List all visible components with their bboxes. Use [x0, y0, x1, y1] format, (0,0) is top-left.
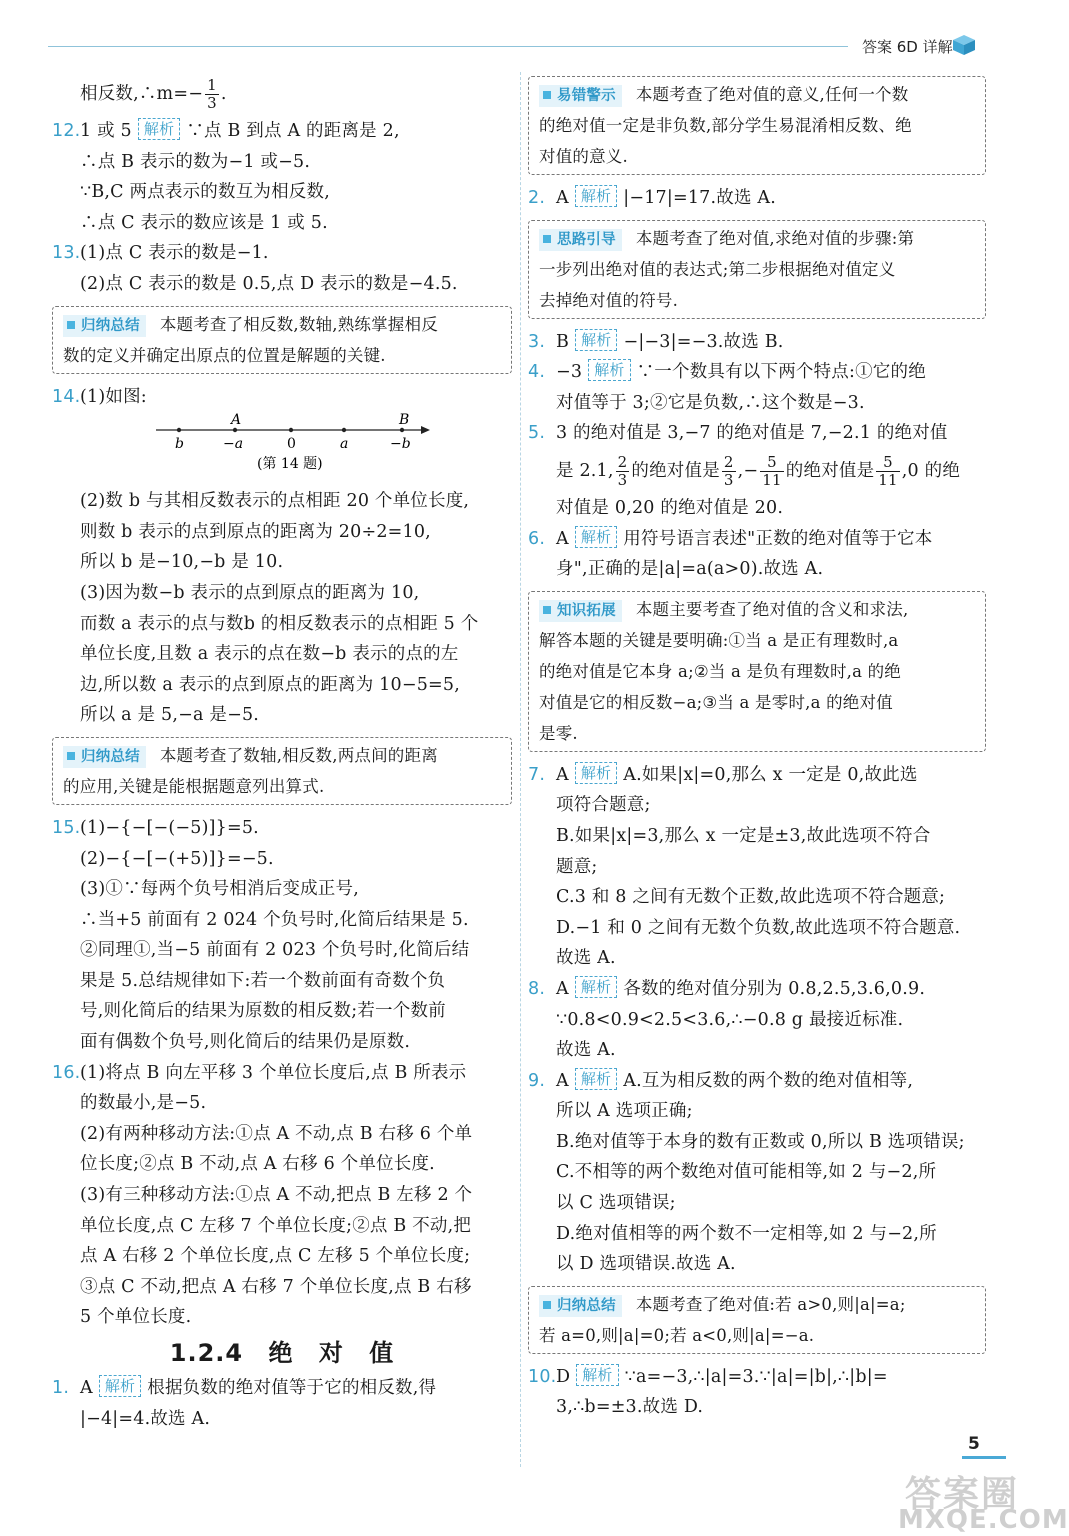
tick-label: b: [175, 436, 184, 453]
analysis-tag: 解析: [576, 1364, 618, 1386]
text: (1)如图:: [80, 386, 147, 407]
summary-box: [52, 737, 512, 805]
analysis-tag: 解析: [575, 762, 617, 784]
text: 本题考查了绝对值:若 a>0,则|a|=a;: [635, 1294, 906, 1314]
analysis-tag: 解析: [99, 1375, 141, 1397]
analysis-tag: 解析: [575, 185, 617, 207]
text: ,0 的绝: [901, 460, 961, 481]
question-number: 4.: [528, 362, 546, 383]
box-tag-label: 易错警示: [557, 88, 616, 104]
box-line: 对值的意义.: [539, 147, 628, 166]
question-10: [528, 1362, 986, 1393]
answer: B: [556, 331, 570, 352]
text: 本题考查了绝对值的意义,任何一个数: [635, 85, 909, 104]
watermark-url: MXQE.COM: [898, 1505, 1069, 1535]
text: 本题主要考查了绝对值的含义和求法,: [635, 599, 909, 619]
box-line: 去掉绝对值的符号.: [539, 290, 679, 310]
bullet-icon: [543, 606, 551, 614]
answer-line: ③点 C 不动,把点 A 右移 7 个单位长度,点 B 右移: [80, 1276, 472, 1297]
question-number: 7.: [528, 764, 546, 785]
question-number: 3.: [528, 331, 546, 352]
answer: A: [556, 978, 569, 999]
box-line: 解答本题的关键是要明确:①当 a 是正有理数时,a: [539, 630, 899, 650]
text: 的绝对值是: [785, 460, 875, 481]
answer-line: (3)因为数−b 表示的点到原点的距离为 10,: [80, 582, 420, 603]
answer-line: 所以 b 是−10,−b 是 10.: [80, 552, 284, 573]
answer-line: 身",正确的是|a|=a(a>0).故选 A.: [556, 559, 824, 580]
answer-line: B.绝对值等于本身的数有正数或 0,所以 B 选项错误;: [556, 1131, 965, 1152]
denominator: 3: [207, 94, 217, 112]
text: 的绝对值是: [631, 460, 720, 481]
denominator: 11: [762, 470, 782, 489]
numerator: 5: [760, 454, 784, 472]
section-number: 1.2.4: [169, 1339, 244, 1367]
summary-box: [52, 306, 512, 374]
box-line: 的绝对值是它本身 a;②当 a 是负有理数时,a 的绝: [539, 661, 901, 681]
section-title: [52, 1333, 512, 1373]
answer-line: ∵0.8<0.9<2.5<3.6,∴−0.8 g 最接近标准.: [556, 1009, 904, 1030]
answer-line: ∴点 B 表示的数为−1 或−5.: [80, 151, 311, 172]
tick-label: a: [340, 436, 349, 453]
analysis-tag: 解析: [575, 526, 617, 548]
answer-line: (3)①∵每两个负号相消后变成正号,: [80, 879, 359, 900]
question-2: [528, 183, 986, 214]
text: .: [220, 84, 227, 104]
box-tag-label: 归纳总结: [81, 317, 140, 334]
tick-label: −a: [223, 436, 244, 453]
text: (1)点 C 表示的数是−1.: [80, 243, 269, 264]
box-tag-label: 归纳总结: [81, 748, 140, 765]
question-number: 16.: [52, 1062, 81, 1083]
answer-line: ②同理①,当−5 前面有 2 023 个负号时,化简后结: [80, 940, 470, 961]
question-number: 2.: [528, 188, 546, 208]
answer-line: 单位长度,点 C 左移 7 个单位长度;②点 B 不动,把: [80, 1215, 472, 1236]
numerator: 1: [207, 76, 217, 94]
question-number: 14.: [52, 386, 81, 407]
answer-line: (2)有两种移动方法:①点 A 不动,点 B 右移 6 个单: [80, 1123, 473, 1144]
answer-line: ∵B,C 两点表示的数互为相反数,: [80, 182, 330, 203]
box-line: 数的定义并确定出原点的位置是解题的关键.: [63, 345, 386, 365]
answer: −3: [556, 362, 583, 383]
answer-line: ∴当+5 前面有 2 024 个负号时,化简后结果是 5.: [80, 909, 469, 930]
analysis-tag: 解析: [588, 359, 630, 381]
bullet-icon: [67, 321, 75, 329]
box-line: 是零.: [539, 723, 578, 743]
fraction: [760, 454, 784, 489]
answer-line: 以 C 选项错误;: [556, 1193, 676, 1214]
answer-line: 项符合题意;: [556, 795, 651, 816]
answer-line: C.3 和 8 之间有无数个正数,故此选项不符合题意;: [556, 887, 946, 908]
denominator: 3: [723, 470, 734, 489]
answer-line: 号,则化简后的结果为原数的相反数;若一个数前: [80, 1001, 446, 1022]
question-number: 5.: [528, 423, 546, 444]
figure-caption: (第 14 题): [257, 456, 323, 473]
text: 3 的绝对值是 3,−7 的绝对值是 7,−2.1 的绝对值: [556, 423, 948, 444]
analysis-tag: 解析: [138, 118, 180, 140]
warning-box: [528, 76, 986, 175]
answer-line: (3)有三种移动方法:①点 A 不动,把点 B 左移 2 个: [80, 1185, 473, 1206]
box-tag-label: 思路引导: [557, 231, 616, 248]
right-column: [528, 72, 986, 1423]
text: (1)将点 B 向左平移 3 个单位长度后,点 B 所表示: [80, 1062, 467, 1083]
page-number: 5: [968, 1434, 980, 1454]
question-6: [528, 524, 986, 555]
question-8: [528, 974, 986, 1005]
box-tag: [539, 229, 622, 251]
answer: D: [556, 1366, 571, 1387]
question-13: [52, 238, 512, 269]
denominator: 3: [617, 470, 628, 489]
text: 根据负数的绝对值等于它的相反数,得: [147, 1378, 437, 1398]
analysis-tag: 解析: [575, 329, 617, 351]
question-number: 12.: [52, 121, 81, 141]
question-1: [52, 1373, 512, 1404]
box-tag: [63, 315, 146, 337]
question-14: [52, 382, 512, 413]
box-line: 若 a=0,则|a|=0;若 a<0,则|a|=−a.: [539, 1325, 815, 1345]
text: 是 2.1,: [556, 460, 614, 481]
answer: A: [556, 188, 569, 208]
answer: 1 或 5: [80, 121, 132, 141]
question-16: [52, 1058, 512, 1089]
text: −|−3|=−3.故选 B.: [623, 331, 784, 352]
answer-line: (2)点 C 表示的数是 0.5,点 D 表示的数是−4.5.: [80, 273, 458, 294]
section-title-char: 对: [318, 1339, 344, 1367]
answer-line: [52, 72, 512, 116]
question-3: [528, 327, 986, 358]
tick-label: 0: [287, 436, 296, 453]
box-tag-label: 知识拓展: [557, 602, 616, 619]
numerator: 2: [723, 452, 734, 471]
number-line: [52, 412, 512, 486]
numerator: 2: [617, 452, 628, 471]
question-number: 6.: [528, 528, 546, 549]
question-7: [528, 760, 986, 791]
answer-line: 对值等于 3;②它是负数,∴这个数是−3.: [556, 392, 865, 413]
answer-line: B.如果|x|=3,那么 x 一定是±3,故此选项不符合: [556, 825, 931, 846]
text: (1)−{−[−(−5)]}=5.: [80, 817, 259, 838]
answer-line: 故选 A.: [556, 1040, 616, 1061]
question-number: 13.: [52, 243, 81, 264]
question-9: [528, 1066, 986, 1097]
text: 各数的绝对值分别为 0.8,2.5,3.6,0.9.: [623, 978, 926, 999]
fraction: [722, 454, 736, 489]
column-divider: [520, 72, 521, 1467]
question-4: [528, 357, 986, 388]
answer-line: 3,∴b=±3.故选 D.: [556, 1397, 704, 1418]
header-label: 答案 6D 详解: [862, 38, 953, 56]
text: 本题考查了绝对值,求绝对值的步骤:第: [635, 228, 915, 248]
text: ∵点 B 到点 A 的距离是 2,: [186, 121, 400, 141]
numerator: 5: [876, 454, 900, 472]
answer-line: D.绝对值相等的两个数不一定相等,如 2 与−2,所: [556, 1223, 937, 1244]
answer: A: [556, 528, 569, 549]
answer-line: 果是 5.总结规律如下:若一个数前面有奇数个负: [80, 970, 446, 991]
answer-line: 而数 a 表示的点与数b 的相反数表示的点相距 5 个: [80, 613, 479, 634]
answer-line: (2)−{−[−(+5)]}=−5.: [80, 848, 274, 869]
text: A.如果|x|=0,那么 x 一定是 0,故此选: [623, 764, 918, 785]
fraction: [205, 77, 219, 112]
bullet-icon: [543, 1301, 551, 1309]
answer-line: [528, 449, 986, 493]
box-tag: [539, 1295, 622, 1317]
answer-line: 对值是 0,20 的绝对值是 20.: [556, 497, 784, 518]
box-line: 一步列出绝对值的表达式;第二步根据绝对值定义: [539, 259, 896, 279]
question-5: [528, 418, 986, 449]
extension-box: [528, 591, 986, 752]
text: 用符号语言表述"正数的绝对值等于它本: [623, 528, 933, 549]
bullet-icon: [67, 752, 75, 760]
left-column: [52, 72, 512, 1434]
text: |−17|=17.故选 A.: [623, 188, 777, 208]
text: ∵一个数具有以下两个特点:①它的绝: [636, 362, 926, 383]
answer-line: 面有偶数个负号,则化简后的结果仍是原数.: [80, 1032, 411, 1053]
hint-box: [528, 220, 986, 319]
answer-line: 故选 A.: [556, 948, 616, 969]
text: A.互为相反数的两个数的绝对值相等,: [623, 1070, 914, 1091]
box-tag-label: 归纳总结: [557, 1297, 616, 1314]
text: ,−: [737, 460, 759, 481]
header-rule: [48, 46, 848, 47]
answer-line: 题意;: [556, 856, 598, 877]
analysis-tag: 解析: [575, 976, 617, 998]
answer-line: 则数 b 表示的点到原点的距离为 20÷2=10,: [80, 521, 431, 542]
summary-box: [528, 1286, 986, 1354]
watermark-logo: 答案圈: [905, 1474, 1020, 1515]
question-15: [52, 813, 512, 844]
number-line-figure: [52, 412, 512, 486]
answer-line: 的数最小,是−5.: [80, 1093, 207, 1114]
cube-logo-icon: [952, 34, 976, 56]
answer-line: ∴点 C 表示的数应该是 1 或 5.: [80, 212, 328, 233]
label-B: B: [399, 412, 410, 429]
fraction: [876, 454, 900, 489]
analysis-tag: 解析: [575, 1068, 617, 1090]
page-number-bar: [962, 1456, 1006, 1459]
section-title-char: 绝: [268, 1339, 294, 1367]
answer-line: 所以 a 是 5,−a 是−5.: [80, 705, 260, 726]
section-title-char: 值: [369, 1339, 395, 1367]
answer-line: 边,所以数 a 表示的点到原点的距离为 10−5=5,: [80, 674, 461, 695]
text: 本题考查了相反数,数轴,熟练掌握相反: [159, 314, 438, 334]
fraction: [616, 454, 630, 489]
box-tag: [539, 600, 622, 622]
answer-line: 点 A 右移 2 个单位长度,点 C 左移 5 个单位长度;: [80, 1246, 471, 1267]
box-line: 的应用,关键是能根据题意列出算式.: [63, 776, 325, 796]
box-line: 对值是它的相反数−a;③当 a 是零时,a 的绝对值: [539, 692, 893, 712]
answer-line: 单位长度,且数 a 表示的点在数−b 表示的点的左: [80, 644, 459, 665]
text: ∵a=−3,∴|a|=3.∵|a|=|b|,∴|b|=: [624, 1366, 888, 1387]
box-tag: [539, 85, 622, 107]
answer-line: 位长度;②点 B 不动,点 A 右移 6 个单位长度.: [80, 1154, 435, 1175]
label-A: A: [231, 412, 242, 429]
answer: A: [556, 764, 569, 785]
text: 本题考查了数轴,相反数,两点间的距离: [159, 745, 438, 765]
bullet-icon: [543, 235, 551, 243]
answer-line: C.不相等的两个数绝对值可能相等,如 2 与−2,所: [556, 1162, 937, 1183]
question-number: 1.: [52, 1378, 70, 1398]
answer-line: |−4|=4.故选 A.: [80, 1408, 211, 1429]
box-tag: [63, 746, 146, 768]
denominator: 11: [878, 470, 898, 489]
answer-line: D.−1 和 0 之间有无数个负数,故此选项不符合题意.: [556, 917, 961, 938]
tick-label: −b: [390, 436, 411, 453]
question-number: 10.: [528, 1366, 557, 1387]
answer: A: [80, 1378, 93, 1398]
question-number: 15.: [52, 817, 81, 838]
question-12: [52, 116, 512, 147]
text: 相反数,∴m=−: [80, 84, 204, 104]
answer-line: 5 个单位长度.: [80, 1307, 192, 1328]
question-number: 8.: [528, 978, 546, 999]
answer-line: (2)数 b 与其相反数表示的点相距 20 个单位长度,: [80, 491, 470, 512]
answer: A: [556, 1070, 569, 1091]
box-line: 的绝对值一定是非负数,部分学生易混淆相反数、绝: [539, 116, 912, 135]
question-number: 9.: [528, 1070, 546, 1091]
answer-line: 所以 A 选项正确;: [556, 1101, 693, 1122]
answer-line: 以 D 选项错误.故选 A.: [556, 1254, 736, 1275]
bullet-icon: [543, 91, 551, 99]
